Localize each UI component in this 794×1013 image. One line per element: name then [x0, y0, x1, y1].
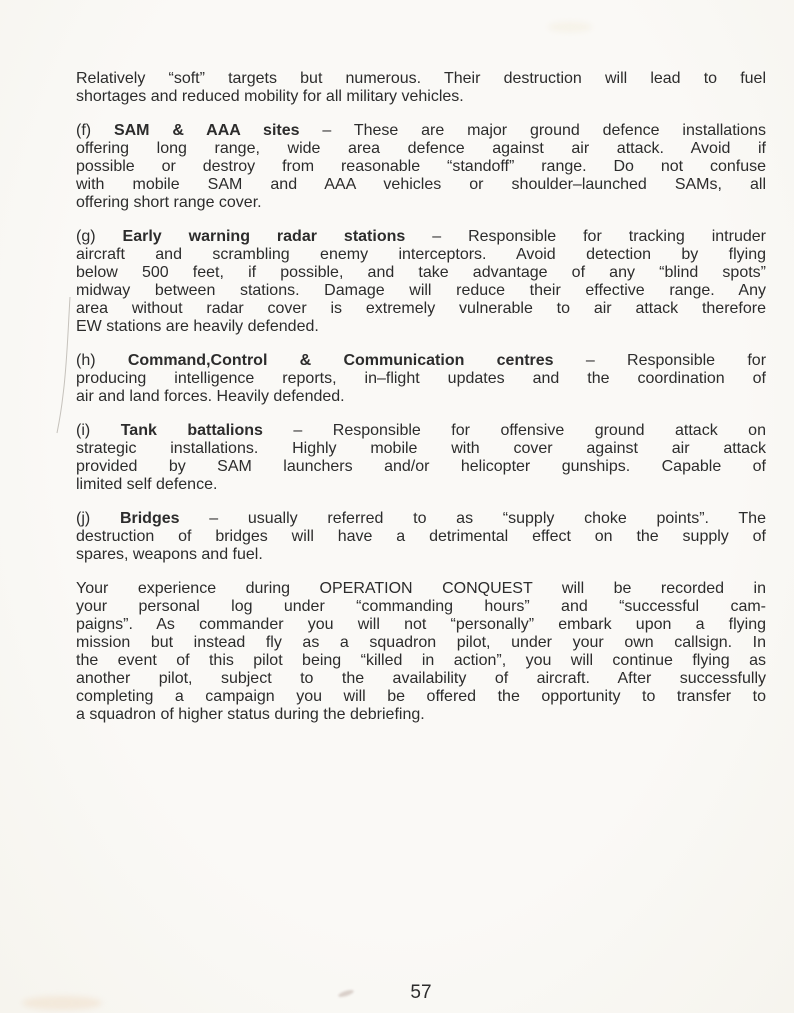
paragraph-label: (h)	[76, 352, 96, 369]
line-text: the event of this pilot being “killed in action”, you will continue flying as	[76, 652, 766, 669]
line-text: another pilot, subject to the availability of aircraft. After successfully	[76, 670, 766, 687]
paragraph-heading: Command,Control & Communication centres	[127, 352, 554, 369]
paragraph-heading: Tank battalions	[120, 422, 263, 439]
line-text: provided by SAM launchers and/or helicopter gunships. Capable of	[76, 458, 766, 475]
scan-smudge-top-right	[548, 22, 592, 32]
line-text: Relatively “soft” targets but numerous. Their destruction will lead to fuel	[76, 70, 766, 87]
line-text: – These are major ground defence installations	[322, 122, 766, 139]
paragraph-heading: Bridges	[119, 510, 180, 527]
line-text: EW stations are heavily defended.	[76, 318, 319, 335]
text-line	[76, 580, 766, 598]
line-text: – Responsible for	[585, 352, 767, 369]
text-line	[76, 264, 766, 282]
paragraph-heading: Early warning radar stations	[122, 228, 406, 245]
line-text: air and land forces. Heavily defended.	[76, 388, 345, 405]
text-line	[76, 282, 766, 300]
text-line	[76, 634, 766, 652]
text-line	[76, 670, 766, 688]
paragraph-heading: SAM & AAA sites	[113, 122, 300, 139]
line-text: below 500 feet, if possible, and take advantage of any “blind spots”	[76, 264, 766, 281]
line-text: destruction of bridges will have a detrimental effect on the supply of	[76, 528, 766, 545]
line-text: offering long range, wide area defence against air attack. Avoid if	[76, 140, 766, 157]
line-text: with mobile SAM and AAA vehicles or shoulder–launched SAMs, all	[76, 176, 766, 193]
text-line	[76, 158, 766, 176]
text-line	[76, 458, 766, 476]
text-line	[76, 476, 766, 494]
page-number: 57	[410, 982, 432, 1003]
text-line	[76, 352, 766, 370]
line-text: Your experience during OPERATION CONQUEST will be recorded in	[76, 580, 766, 597]
text-line	[76, 388, 766, 406]
paragraph-label: (i)	[76, 422, 91, 439]
line-text: mission but instead fly as a squadron pilot, under your own callsign. In	[76, 634, 766, 651]
text-line	[76, 440, 766, 458]
text-line	[76, 422, 766, 440]
text-line	[76, 318, 766, 336]
text-line	[76, 510, 766, 528]
text-line	[76, 546, 766, 564]
line-text: completing a campaign you will be offered the opportunity to transfer to	[76, 688, 766, 705]
text-line	[76, 370, 766, 388]
scan-crease-mark	[56, 295, 78, 435]
text-line	[76, 70, 766, 88]
text-line	[76, 88, 766, 106]
text-line	[76, 194, 766, 212]
text-line	[76, 528, 766, 546]
text-line	[76, 706, 766, 724]
text-line	[76, 688, 766, 706]
line-text: – usually referred to as “supply choke points”. The	[209, 510, 766, 527]
line-text: – Responsible for tracking intruder	[432, 228, 766, 245]
text-line	[76, 228, 766, 246]
line-text: area without radar cover is extremely vulnerable to air attack therefore	[76, 300, 766, 317]
line-text: offering short range cover.	[76, 194, 262, 211]
line-text: spares, weapons and fuel.	[76, 546, 263, 563]
text-line	[76, 652, 766, 670]
text-line	[76, 140, 766, 158]
line-text: midway between stations. Damage will reduce their effective range. Any	[76, 282, 766, 299]
text-line	[76, 300, 766, 318]
paragraph-label: (f)	[76, 122, 92, 139]
text-line	[76, 122, 766, 140]
line-text: a squadron of higher status during the debriefing.	[76, 706, 425, 723]
line-text: strategic installations. Highly mobile with cover against air attack	[76, 440, 766, 457]
paragraph-label: (j)	[76, 510, 91, 527]
line-text: – Responsible for offensive ground attack on	[293, 422, 766, 439]
line-text: aircraft and scrambling enemy interceptors. Avoid detection by flying	[76, 246, 766, 263]
line-text: your personal log under “commanding hours” and “successful cam-	[76, 598, 766, 615]
line-text: shortages and reduced mobility for all military vehicles.	[76, 88, 464, 105]
line-text: possible or destroy from reasonable “standoff” range. Do not confuse	[76, 158, 766, 175]
line-text: limited self defence.	[76, 476, 218, 493]
text-line	[76, 616, 766, 634]
line-text: paigns”. As commander you will not “personally” embark upon a flying	[76, 616, 766, 633]
text-line	[76, 598, 766, 616]
line-text: producing intelligence reports, in–flight updates and the coordination of	[76, 370, 766, 387]
text-line	[76, 246, 766, 264]
text-block	[76, 61, 766, 740]
paragraph-label: (g)	[76, 228, 96, 245]
text-line	[76, 176, 766, 194]
